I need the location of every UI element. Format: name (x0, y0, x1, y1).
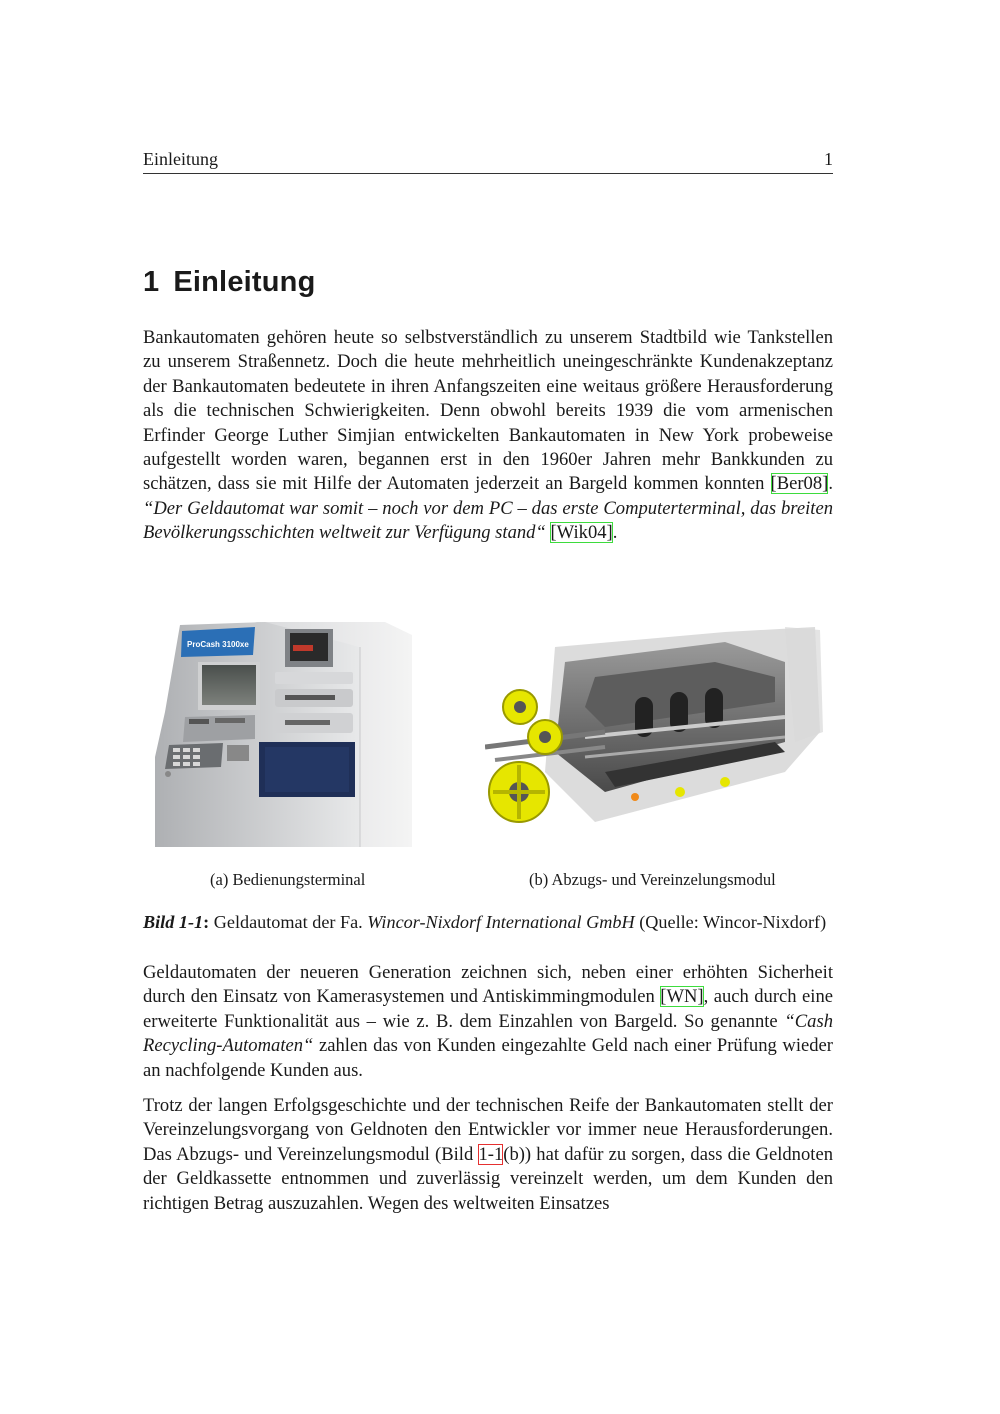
dispenser-module-image (485, 622, 825, 837)
paragraph-text: Trotz der langen Erfolgsgeschichte und der technischen Reife der Bankautomaten stellt der Vereinzelungsvorgang von Geldnoten den Entwickler vor immer neue Herausforderungen. Das Abzugs- und Vereinzelungsmodul (Bild (143, 1095, 833, 1165)
caption-text: Geldautomat der Fa. (213, 912, 368, 932)
citation-link[interactable]: [Ber08] (770, 473, 829, 495)
chapter-number: 1 (143, 266, 160, 298)
paragraph-text: zahlen das von Kunden eingezahlte Geld nach einer Prüfung wieder an nachfolgende Kunden aus. (143, 1035, 833, 1081)
figure-label: Bild 1-1 (143, 912, 204, 932)
running-header (143, 148, 833, 174)
atm-terminal-image (155, 617, 412, 847)
caption-company: Wincor-Nixdorf International GmbH (367, 912, 635, 932)
paragraph-text: Geldautomaten der neueren Generation zeichnen sich, neben einer erhöhten Sicherheit durch den Einsatz von Kamerasystemen und Antiskimmingmodulen (143, 962, 833, 1008)
chapter-heading (143, 266, 316, 299)
subfigure-caption-a: (a) Bedienungsterminal (210, 870, 366, 889)
figure-reference-link[interactable]: 1-1 (478, 1143, 504, 1165)
paragraph-text: Bankautomaten gehören heute so selbstverständlich zu unserem Stadtbild wie Tankstellen zu unserem Straßennetz. Doch die heute mehrheitlich uneingeschränkte Kundenakzeptanz der Bankautomaten bedeutete in ihren Anfangszeiten eine weitaus größere Herausforderung als die technischen Schwierigkeiten. Denn obwohl bereits 1939 die vom armenischen Erfinder George Luther Simjian entwickelten Bankautomaten in New York probeweise aufgestellt worden waren, begannen erst in den 1960er Jahren mehr Bankkunden zu schätzen, dass sie mit Hilfe der Automaten jederzeit an Bargeld kommen konnten (143, 327, 833, 495)
caption-colon: : (203, 912, 214, 932)
header-title: Einleitung (143, 149, 218, 169)
citation-link[interactable]: [Wik04] (550, 522, 613, 544)
paragraph-text: . (828, 473, 833, 495)
quote-text: “Der Geldautomat war somit – noch vor dem PC – das erste Computerterminal, das breiten Bevölkerungsschichten weltweit zur Verfügung stand“ (143, 497, 833, 544)
atm-brand-label: ProCash 3100xe (187, 640, 249, 649)
citation-link[interactable]: [WN] (660, 986, 704, 1008)
caption-source: (Quelle: Wincor-Nixdorf) (634, 912, 827, 932)
paragraph-text: (b)) hat dafür zu sorgen, dass die Geldnoten der Geldkassette entnommen und zuverlässig vereinzelt werden, um dem Kunden den richtigen Betrag auszuzahlen. Wegen des weltweiten Einsatzes (143, 1143, 833, 1214)
quote-text: “Cash Recycling-Automaten“ (143, 1010, 833, 1057)
paragraph-new-generation (143, 961, 833, 1083)
chapter-title: Einleitung (173, 266, 316, 298)
page-number: 1 (824, 149, 833, 169)
subfigure-caption-b: (b) Abzugs- und Vereinzelungsmodul (529, 870, 776, 889)
figure-caption (143, 912, 843, 933)
paragraph-text: . (612, 522, 618, 544)
paragraph-challenges (143, 1094, 833, 1216)
paragraph-intro (143, 326, 833, 546)
paragraph-text: , auch durch eine erweiterte Funktionalität aus – wie z. B. dem Einzahlen von Bargeld. So genannte (143, 986, 833, 1032)
